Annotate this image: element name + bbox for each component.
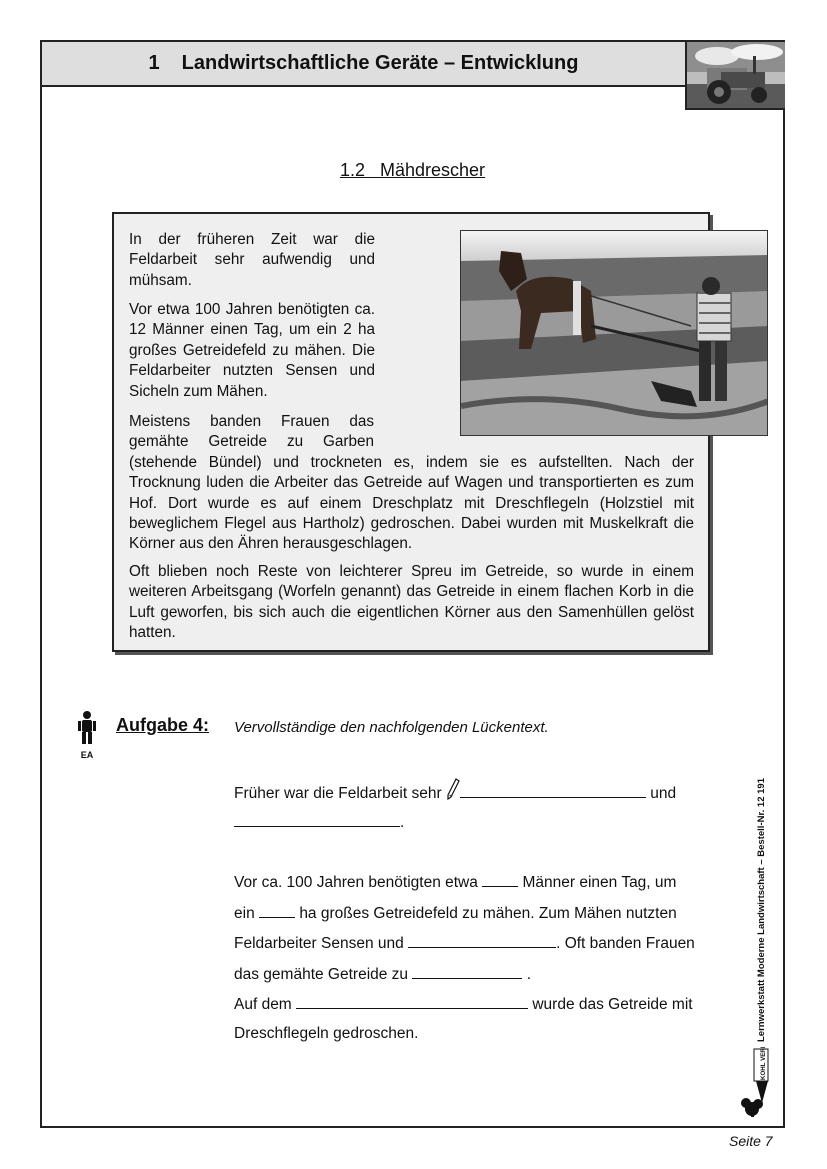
blank-5[interactable] (408, 933, 556, 948)
exercise-line-7: Auf dem wurde das Getreide mit (234, 996, 693, 1013)
exercise-line-2: . (234, 812, 734, 832)
blank-6[interactable] (412, 964, 522, 979)
paragraph-1: In der früheren Zeit war die Feldarbeit sehr aufwendig und mühsam. (129, 231, 375, 289)
header-photo-tractor (685, 42, 785, 110)
blank-7[interactable] (296, 994, 528, 1009)
chapter-number: 1 (148, 52, 160, 74)
exercise-line-8: Dreschflegeln gedroschen. (234, 1025, 419, 1042)
photo-horse-plough (460, 230, 768, 436)
page-frame (40, 40, 785, 1128)
exercise-line-4: ein ha großes Getreidefeld zu mähen. Zum Mähen nutzten (234, 905, 677, 922)
task-mode-label: EA (80, 750, 94, 760)
blank-3[interactable] (482, 872, 518, 887)
section-title: 1.2 Mähdrescher (339, 160, 486, 180)
person-icon (74, 710, 100, 760)
info-box (112, 212, 710, 652)
chapter-header (42, 42, 685, 87)
blank-2[interactable] (234, 812, 400, 827)
blank-4[interactable] (259, 903, 295, 918)
blank-1[interactable] (460, 783, 646, 798)
pencil-icon (446, 778, 460, 796)
exercise-line-6: das gemähte Getreide zu . (234, 966, 531, 983)
chapter-title: Landwirtschaftliche Geräte – Entwicklung (181, 52, 579, 74)
task-title: Aufgabe 4: (116, 715, 210, 735)
paragraph-2: Vor etwa 100 Jahren benötigten ca. 12 Männer einen Tag, um ein 2 ha großes Getreidefeld zu mähen. Die Feldarbeiter nutzten Sensen und Sicheln zum Mähen. (129, 301, 375, 400)
exercise-line-1: Früher war die Feldarbeit sehr und (234, 778, 734, 803)
task-instruction: Vervollständige den nachfolgenden Lückentext. (234, 719, 549, 736)
page-number: Seite 7 (729, 1133, 773, 1149)
publisher-logo (738, 1047, 776, 1119)
publisher-name: KOHL VERLAG (760, 1047, 767, 1080)
side-publication-info: Lernwerkstatt Moderne Landwirtschaft – Bestell-Nr. 12 191 (756, 778, 767, 1042)
exercise-line-3: Vor ca. 100 Jahren benötigten etwa Männer einen Tag, um (234, 874, 677, 891)
exercise-line-5: Feldarbeiter Sensen und . Oft banden Frauen (234, 935, 695, 952)
paragraph-4: Oft blieben noch Reste von leichterer Spreu im Getreide, so wurde in einem weiteren Arbeitsgang (Worfeln genannt) das Getreide in einem flachen Korb in die Luft geworfen, bis sich auch die eigentlichen Körner aus den Samenhüllen gelöst hatten. (129, 563, 694, 642)
paragraph-3: Meistens banden Frauen das gemähte Getreide zu Garben (stehende Bündel) und trockneten es, indem sie es aufstellten. Nach der Trocknung luden die Arbeiter das Getreide auf Wagen und transportierten es zum Hof. Dort wurde es auf einem Dreschplatz mit Dreschflegeln (Holzstiel mit beweglichem Flegel aus Hartholz) gedroschen. Dabei wurden mit Muskelkraft die Körner aus den Ähren herausgeschlagen. (129, 413, 694, 553)
